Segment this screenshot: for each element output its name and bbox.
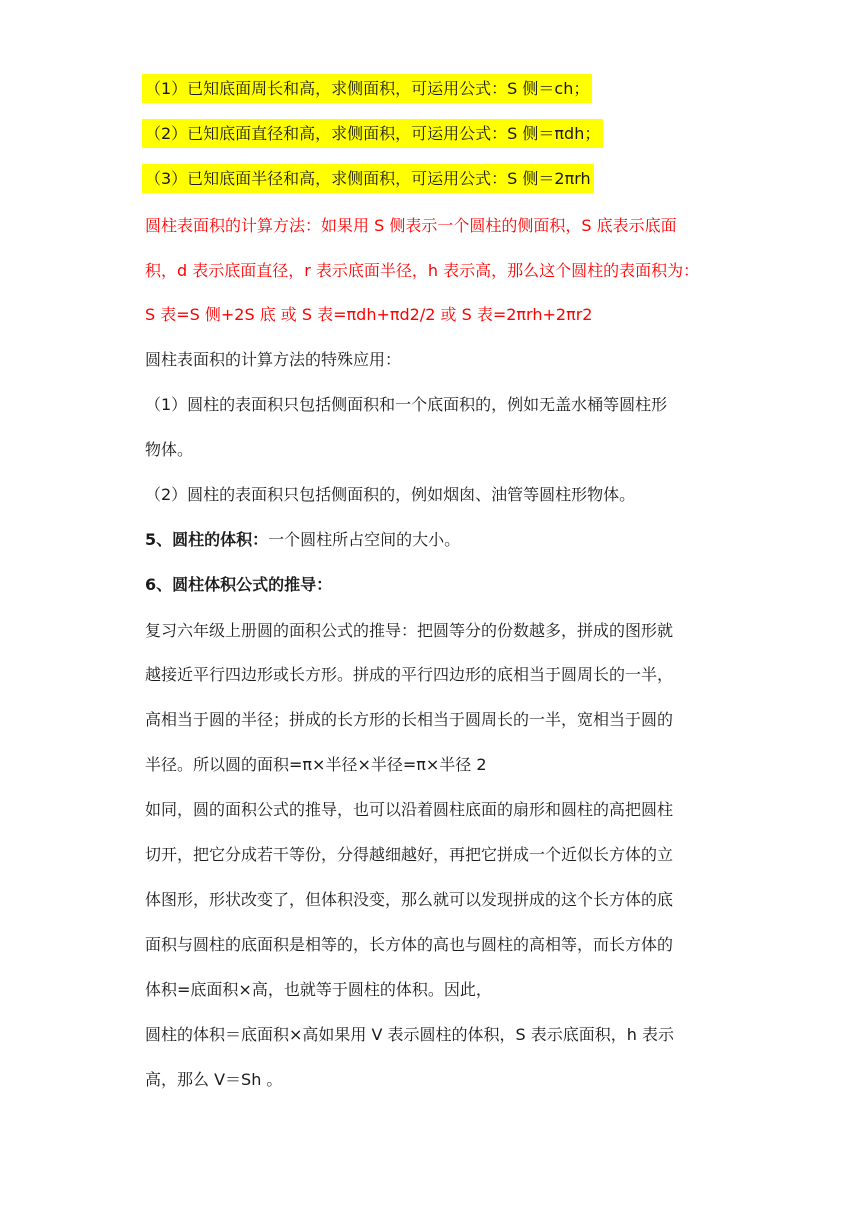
derivation-line: 体积=底面积×高，也就等于圆柱的体积。因此， (145, 980, 492, 999)
formula-line-circumference (145, 78, 592, 100)
review-line: 高相当于圆的半径；拼成的长方形的长相当于圆周长的一半，宽相当于圆的 (145, 710, 674, 729)
review-line: 越接近平行四边形或长方形。拼成的平行四边形的底相当于圆周长的一半， (145, 665, 674, 684)
highlighted-text: （3）已知底面半径和高，求侧面积，可运用公式：S 侧＝2πrh (142, 164, 594, 193)
section-5-text: 一个圆柱所占空间的大小。 (268, 530, 461, 549)
surface-formula-line: S 表=S 侧+2S 底 或 S 表=πdh+πd2/2 或 S 表=2πrh+2πr2 (145, 305, 593, 324)
derivation-line: 如同，圆的面积公式的推导，也可以沿着圆柱底面的扇形和圆柱的高把圆柱 (145, 800, 674, 819)
conclusion-line: 高，那么 V＝Sh 。 (145, 1070, 283, 1089)
highlighted-text: （2）已知底面直径和高，求侧面积，可运用公式：S 侧＝πdh； (142, 119, 603, 148)
review-line: 复习六年级上册圆的面积公式的推导：把圆等分的份数越多，拼成的图形就 (145, 621, 674, 640)
special-item-2: （2）圆柱的表面积只包括侧面积的，例如烟囱、油管等圆柱形物体。 (145, 485, 636, 504)
special-item-1: （1）圆柱的表面积只包括侧面积和一个底面积的，例如无盖水桶等圆柱形 (145, 395, 668, 414)
derivation-line: 面积与圆柱的底面积是相等的，长方体的高也与圆柱的高相等，而长方体的 (145, 935, 674, 954)
section-5 (145, 529, 460, 551)
highlighted-text: （1）已知底面周长和高，求侧面积，可运用公式：S 侧＝ch； (142, 74, 592, 103)
surface-method-line: 积，d 表示底面直径，r 表示底面半径，h 表示高，那么这个圆柱的表面积为： (145, 261, 700, 280)
formula-line-diameter (145, 123, 603, 145)
section-6-heading: 6、圆柱体积公式的推导： (145, 575, 333, 594)
surface-method-line: 圆柱表面积的计算方法：如果用 S 侧表示一个圆柱的侧面积，S 底表示底面 (145, 216, 677, 235)
special-application-title: 圆柱表面积的计算方法的特殊应用： (145, 350, 402, 369)
derivation-line: 切开，把它分成若干等份，分得越细越好，再把它拼成一个近似长方体的立 (145, 845, 674, 864)
conclusion-line: 圆柱的体积＝底面积×高如果用 V 表示圆柱的体积，S 表示底面积，h 表示 (145, 1025, 674, 1044)
derivation-line: 体图形，形状改变了，但体积没变，那么就可以发现拼成的这个长方体的底 (145, 890, 674, 909)
special-item-1-cont: 物体。 (145, 440, 194, 459)
formula-line-radius (145, 168, 594, 190)
section-5-heading: 5、圆柱的体积： (145, 530, 269, 549)
review-line: 半径。所以圆的面积=π×半径×半径=π×半径 2 (145, 755, 487, 774)
